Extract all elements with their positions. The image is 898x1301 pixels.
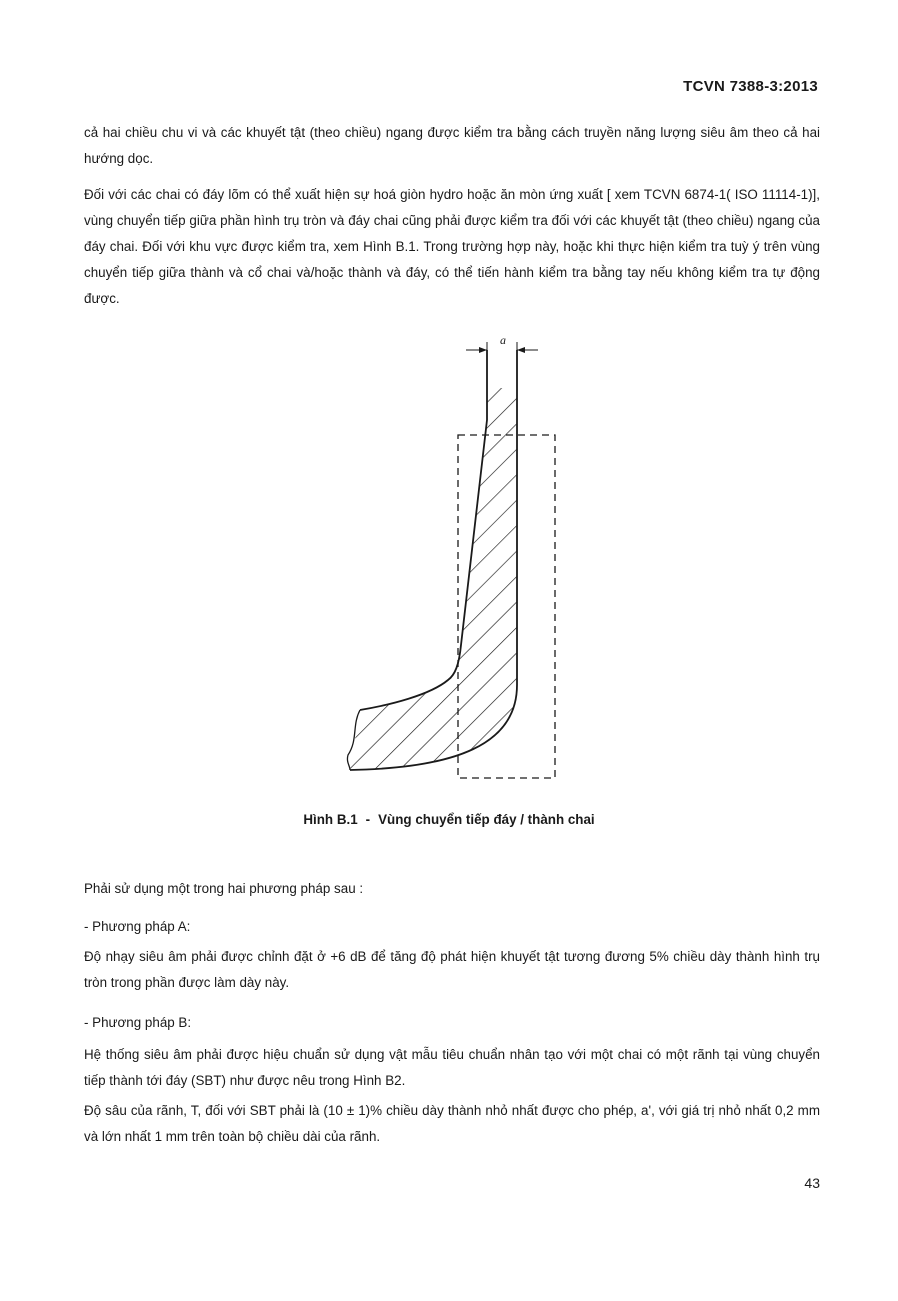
figure-b1-diagram	[330, 330, 570, 790]
wall-section	[350, 388, 517, 770]
paragraph-3: Phải sử dụng một trong hai phương pháp sau :	[84, 881, 364, 896]
paragraph-2: Đối với các chai có đáy lõm có thể xuất hiện sự hoá giòn hydro hoặc ăn mòn ứng xuất [ xem TCVN 6874-1( ISO 11114-1)], vùng chuyển tiếp giữa phần hình trụ tròn và đáy chai cũng phải được kiểm tra đối với các khuyết tật (theo chiều) ngang của đáy chai. Đối với khu vực được kiểm tra, xem Hình B.1. Trong trường hợp này, hoặc khi thực hiện kiểm tra tuỳ ý trên vùng chuyển tiếp giữa thành và cổ chai và/hoặc thành và đáy, có thể tiến hành kiểm tra bằng tay nếu không kiểm tra tự động được.	[84, 187, 820, 306]
page-number: 43	[804, 1175, 820, 1191]
method-b-heading: - Phương pháp B:	[84, 1015, 192, 1030]
method-a-heading: - Phương pháp A:	[84, 919, 191, 934]
paragraph-1: cả hai chiều chu vi và các khuyết tật (theo chiều) ngang được kiểm tra bằng cách truyền năng lượng siêu âm theo cả hai hướng dọc.	[84, 125, 820, 166]
paragraph-method-b: Hệ thống siêu âm phải được hiệu chuẩn sử dụng vật mẫu tiêu chuẩn nhân tạo với một chai có một rãnh tại vùng chuyển tiếp thành tới đáy (SBT) như được nêu trong Hình B2.	[84, 1047, 820, 1088]
figure-title: Vùng chuyển tiếp đáy / thành chai	[378, 812, 595, 827]
figure-number: Hình B.1	[303, 812, 358, 827]
figure-caption	[0, 812, 898, 827]
dimension-a-label: a	[500, 333, 506, 347]
paragraph-groove-depth: Độ sâu của rãnh, T, đối với SBT phải là (10 ± 1)% chiều dày thành nhỏ nhất được cho phép, a', với giá trị nhỏ nhất 0,2 mm và lớn nhất 1 mm trên toàn bộ chiều dài của rãnh.	[84, 1103, 820, 1144]
paragraph-method-a: Độ nhạy siêu âm phải được chỉnh đặt ở +6 dB để tăng độ phát hiện khuyết tật tương đương 5% chiều dày thành hình trụ tròn trong phần được làm dày này.	[84, 949, 820, 990]
caption-separator: -	[365, 812, 371, 827]
standard-code: TCVN 7388-3:2013	[683, 78, 818, 95]
